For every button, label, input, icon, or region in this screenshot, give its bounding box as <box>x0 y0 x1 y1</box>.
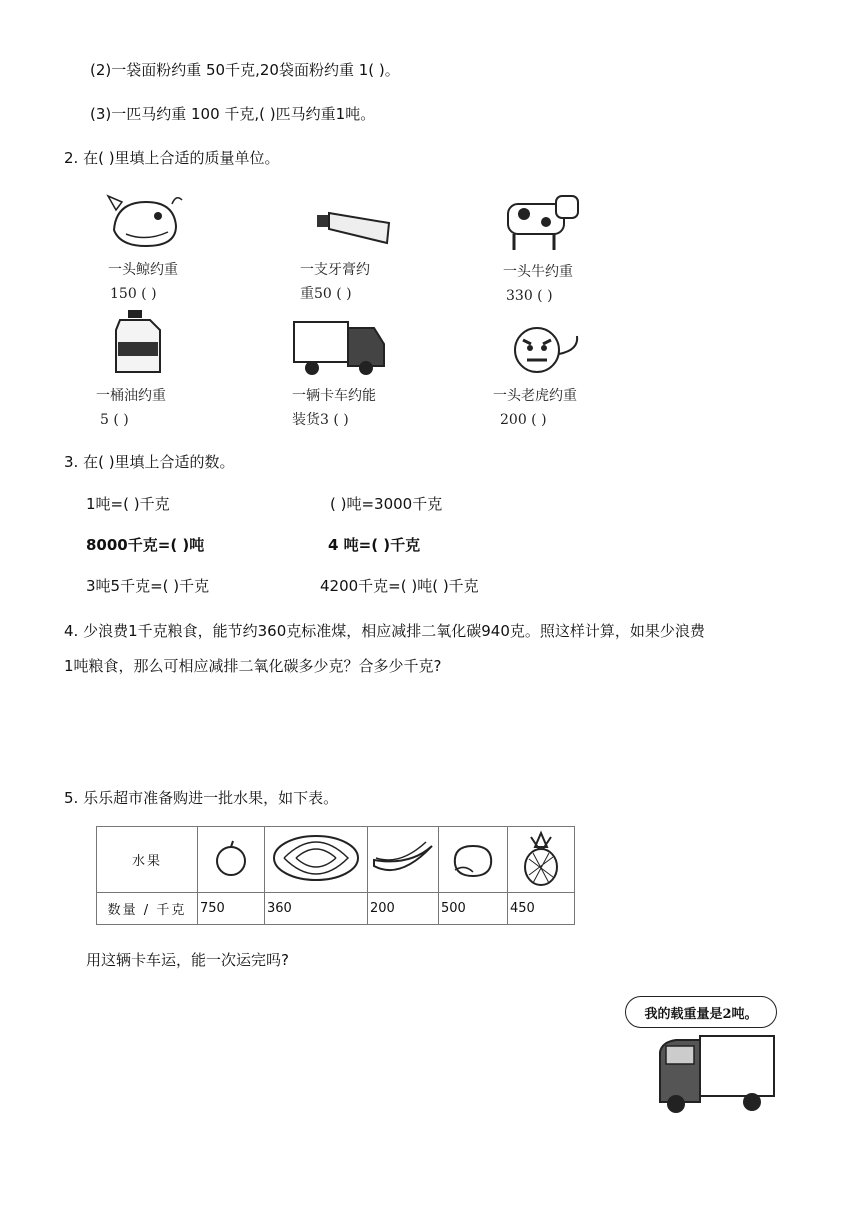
qty-watermelon: 360 <box>265 893 368 925</box>
delivery-truck-icon <box>652 1032 778 1116</box>
q2-item2-line1: 一支牙膏约 <box>300 262 370 278</box>
q3-item2: ( )吨=3000千克 <box>330 495 443 513</box>
qty-peach: 500 <box>439 893 508 925</box>
q3-item6: 4200千克=( )吨( )千克 <box>320 577 479 595</box>
cow-icon <box>500 190 584 254</box>
watermelon-icon <box>270 832 362 884</box>
q2-item5-line2: 装货3 ( ) <box>292 412 349 428</box>
q3-item3: 8000千克=( )吨 <box>86 536 205 554</box>
q3-title: 3. 在( )里填上合适的数。 <box>64 453 235 471</box>
q2-item4-line1: 一桶油约重 <box>96 388 166 404</box>
oil-barrel-icon <box>110 308 166 376</box>
peach-icon <box>449 836 497 880</box>
whale-icon <box>106 190 186 252</box>
pineapple-icon <box>517 829 565 887</box>
q2-item3-line1: 一头牛约重 <box>503 264 573 280</box>
qty-banana: 200 <box>368 893 439 925</box>
q2-title: 2. 在( )里填上合适的质量单位。 <box>64 149 280 167</box>
toothpaste-icon <box>315 205 395 245</box>
q5-question: 用这辆卡车运，能一次运完吗? <box>86 951 289 969</box>
q2-item6-line2: 200 ( ) <box>500 412 547 428</box>
qty-apple: 750 <box>198 893 265 925</box>
q4-line2: 1吨粮食，那么可相应减排二氧化碳多少克？合多少千克? <box>64 657 442 675</box>
q1-2-text: (2)一袋面粉约重 50千克,20袋面粉约重 1( )。 <box>90 61 400 79</box>
q3-item4: 4 吨=( )千克 <box>328 536 421 554</box>
table-row2-header: 数量 / 千克 <box>97 893 198 925</box>
q5-title: 5. 乐乐超市准备购进一批水果，如下表。 <box>64 789 339 807</box>
q2-item1-line1: 一头鲸约重 <box>108 262 178 278</box>
q2-item4-line2: 5 ( ) <box>100 412 129 428</box>
q3-item5: 3吨5千克=( )千克 <box>86 577 210 595</box>
table-row1-header: 水果 <box>97 827 198 893</box>
banana-icon <box>370 836 436 880</box>
q2-item5-line1: 一辆卡车约能 <box>292 388 376 404</box>
q2-item3-line2: 330 ( ) <box>506 288 553 304</box>
q2-item2-line2: 重50 ( ) <box>300 286 352 302</box>
q1-3-text: (3)一匹马约重 100 千克,( )匹马约重1吨。 <box>90 105 376 123</box>
truck-speech-bubble: 我的载重量是2吨。 <box>625 996 777 1028</box>
truck-icon <box>292 318 388 378</box>
tiger-icon <box>505 320 585 382</box>
q4-line1: 4. 少浪费1千克粮食，能节约360克标准煤，相应减排二氧化碳940克。照这样计算，如果少浪费 <box>64 622 705 640</box>
q3-item1: 1吨=( )千克 <box>86 495 170 513</box>
q2-item6-line1: 一头老虎约重 <box>493 388 577 404</box>
q2-item1-line2: 150 ( ) <box>110 286 157 302</box>
apple-icon <box>211 838 251 878</box>
qty-pineapple: 450 <box>508 893 575 925</box>
fruit-table <box>96 826 575 925</box>
